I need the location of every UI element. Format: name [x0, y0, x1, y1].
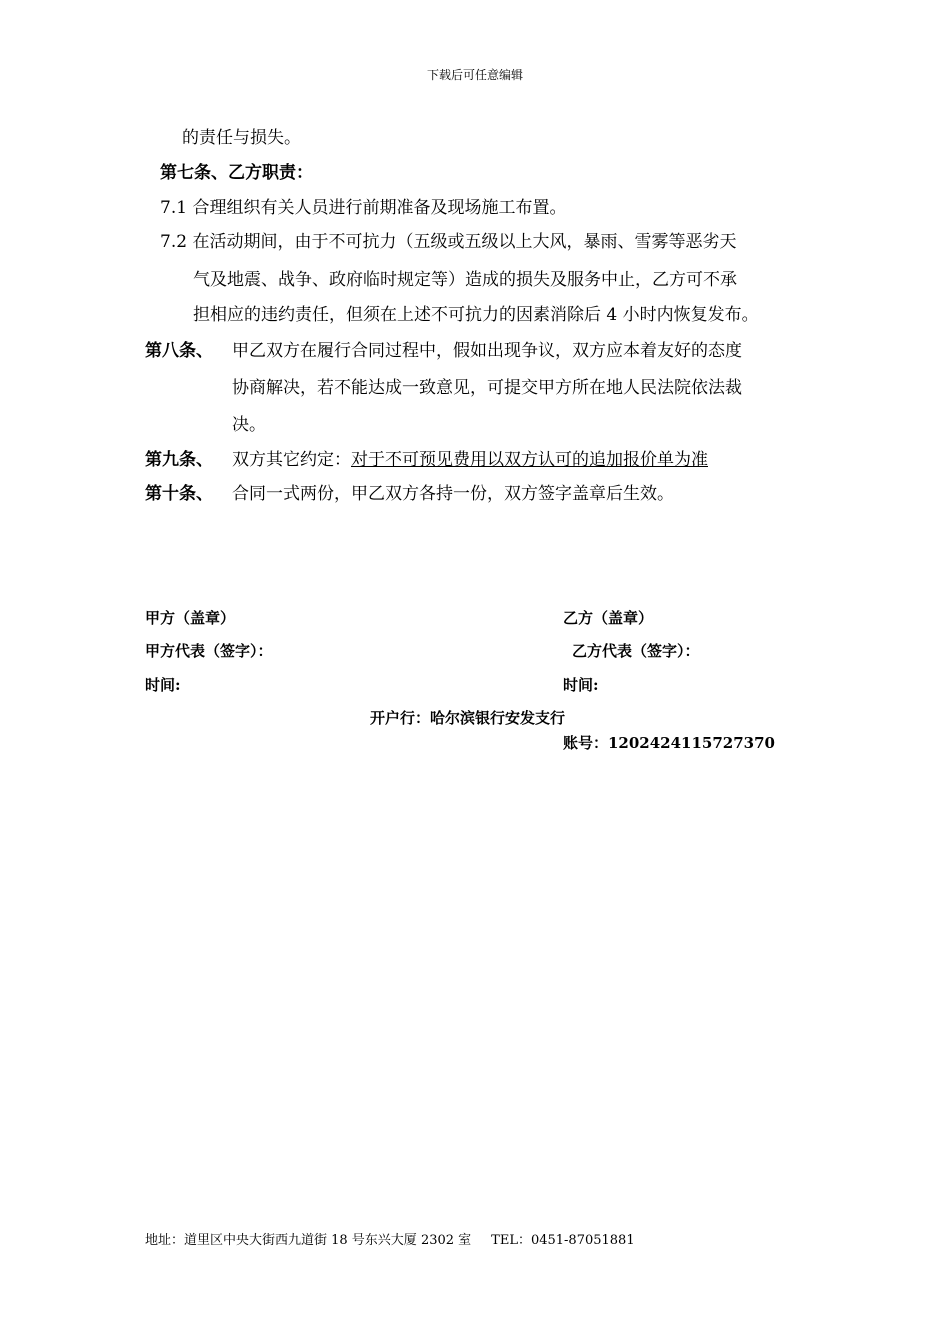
article-7-item-2-line-3: 担相应的违约责任，但须在上述不可抗力的因素消除后 4 小时内恢复发布。: [193, 305, 759, 325]
article-9-prefix: 双方其它约定：: [232, 450, 351, 470]
party-b-seal: 乙方（盖章）: [563, 609, 654, 627]
article-8-line-3: 决。: [232, 415, 266, 435]
article-10-label: 第十条、: [145, 484, 213, 504]
continuation-text: 的责任与损失。: [182, 128, 301, 148]
article-9-label: 第九条、: [145, 450, 213, 470]
article-8-label: 第八条、: [145, 341, 213, 361]
article-9-text: [232, 450, 708, 470]
article-9-underlined-clause: 对于不可预见费用以双方认可的追加报价单为准: [351, 450, 708, 470]
party-b-representative: 乙方代表（签字）：: [572, 642, 700, 660]
article-7-item-2-line-2: 气及地震、战争、政府临时规定等）造成的损失及服务中止，乙方可不承: [193, 270, 737, 290]
footer-tel: TEL：0451-87051881: [491, 1233, 635, 1248]
article-8-line-1: 甲乙双方在履行合同过程中，假如出现争议，双方应本着友好的态度: [232, 341, 742, 361]
article-7-item-1: 7.1 合理组织有关人员进行前期准备及现场施工布置。: [160, 198, 567, 218]
page-header: 下载后可任意编辑: [426, 68, 523, 82]
party-b-time: 时间:: [563, 676, 599, 694]
footer-address: 地址：道里区中央大街西九道街 18 号东兴大厦 2302 室: [145, 1233, 472, 1248]
bank-name: 开户行：哈尔滨银行安发支行: [370, 709, 566, 727]
party-a-representative: 甲方代表（签字）：: [145, 642, 273, 660]
article-10-text: 合同一式两份，甲乙双方各持一份，双方签字盖章后生效。: [232, 484, 674, 504]
article-7-item-2-line-1: 7.2 在活动期间，由于不可抗力（五级或五级以上大风，暴雨、雪雾等恶劣天: [160, 232, 737, 252]
bank-account: 账号：1202424115727370: [563, 734, 775, 752]
party-a-time: 时间:: [145, 676, 181, 694]
article-8-line-2: 协商解决，若不能达成一致意见，可提交甲方所在地人民法院依法裁: [232, 378, 742, 398]
party-a-seal: 甲方（盖章）: [145, 609, 236, 627]
footer-contact: [145, 1233, 635, 1249]
article-7-title: 第七条、乙方职责：: [160, 163, 313, 183]
